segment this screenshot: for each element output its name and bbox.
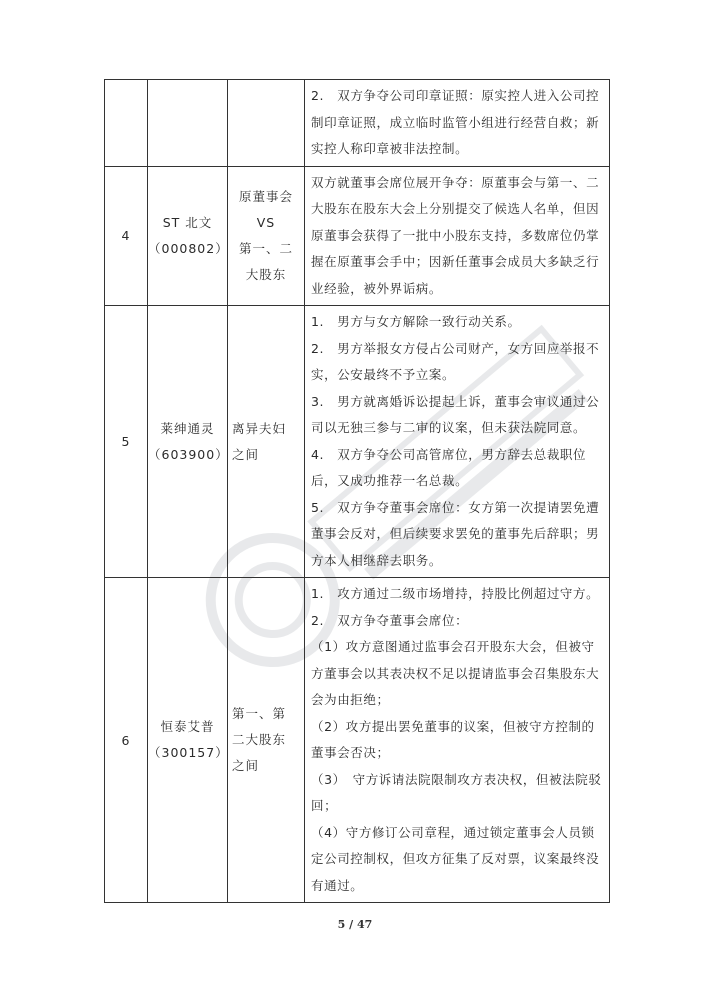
description-cell	[305, 306, 610, 578]
table-row	[105, 306, 610, 578]
table-row	[105, 166, 610, 306]
parties-line: 原董事会	[238, 188, 293, 204]
company-code: （300157）	[148, 745, 229, 760]
case-table	[104, 79, 610, 903]
row-number: 5	[105, 306, 148, 578]
description-cell	[305, 80, 610, 167]
parties-cell	[228, 578, 305, 903]
parties-line: 第一、第	[232, 706, 287, 721]
description-item: 双方就董事会席位展开争夺：原董事会与第一、二大股东在股东大会上分别提交了候选人名单，但因原董事会获得了一批中小股东支持，多数席位仍掌握在原董事会手中；因新任董事会成员大多缺乏行业经验，被外界诟病。	[311, 174, 600, 296]
company-cell	[148, 578, 228, 903]
parties-cell	[228, 80, 305, 167]
parties-line: 之间	[232, 758, 260, 773]
company-code: （603900）	[148, 446, 229, 462]
description-item: 2. 双方争夺公司印章证照：原实控人进入公司控制印章证照，成立临时监管小组进行经营自救；新实控人称印章被非法控制。	[311, 88, 600, 156]
parties-line: 大股东	[245, 266, 287, 282]
description-item: （2）攻方提出罢免董事的议案，但被守方控制的董事会否决；	[311, 718, 595, 760]
description-item: 2. 双方争夺董事会席位：	[311, 612, 469, 628]
description-cell	[305, 166, 610, 306]
parties-cell	[228, 166, 305, 306]
description-item: 5. 双方争夺董事会席位：女方第一次提请罢免遭董事会反对，但后续要求罢免的董事先后辞职；男方本人相继辞去职务。	[311, 499, 600, 568]
company-name: 莱绅通灵	[160, 420, 215, 436]
company-name: ST 北文	[162, 214, 213, 230]
description-item: 4. 双方争夺公司高管席位，男方辞去总裁职位后，又成功推荐一名总裁。	[311, 446, 587, 488]
company-cell	[148, 166, 228, 306]
parties-line: 二大股东	[232, 732, 287, 747]
description-item: 2. 男方举报女方侵占公司财产，女方回应举报不实，公安最终不予立案。	[311, 340, 600, 382]
row-number: 4	[105, 166, 148, 306]
description-item: 1. 攻方通过二级市场增持，持股比例超过守方。	[311, 586, 600, 601]
parties-line: 离异夫妇	[232, 420, 287, 436]
company-cell	[148, 306, 228, 578]
company-code: （000802）	[148, 240, 229, 256]
table-row	[105, 578, 610, 903]
table-row	[105, 80, 610, 167]
parties-line: VS	[256, 214, 276, 230]
company-name: 恒泰艾普	[160, 719, 215, 734]
parties-cell	[228, 306, 305, 578]
parties-line: 第一、二	[238, 240, 293, 256]
row-number	[105, 80, 148, 167]
company-cell	[148, 80, 228, 167]
description-item: （3） 守方诉请法院限制攻方表决权，但被法院驳回；	[311, 771, 602, 813]
description-item: 3. 男方就离婚诉讼提起上诉，董事会审议通过公司以无独三参与二审的议案，但未获法院同意。	[311, 393, 600, 435]
page-number: 5 / 47	[337, 918, 373, 931]
parties-line: 之间	[232, 446, 260, 462]
description-cell	[305, 578, 610, 903]
description-item: （1）攻方意图通过监事会召开股东大会，但被守方董事会以其表决权不足以提请监事会召集股东大会为由拒绝；	[311, 639, 600, 707]
row-number: 6	[105, 578, 148, 903]
description-item: 1. 男方与女方解除一致行动关系。	[311, 314, 521, 329]
description-item: （4）守方修订公司章程，通过锁定董事会人员锁定公司控制权，但攻方征集了反对票，议案最终没有通过。	[311, 824, 600, 893]
